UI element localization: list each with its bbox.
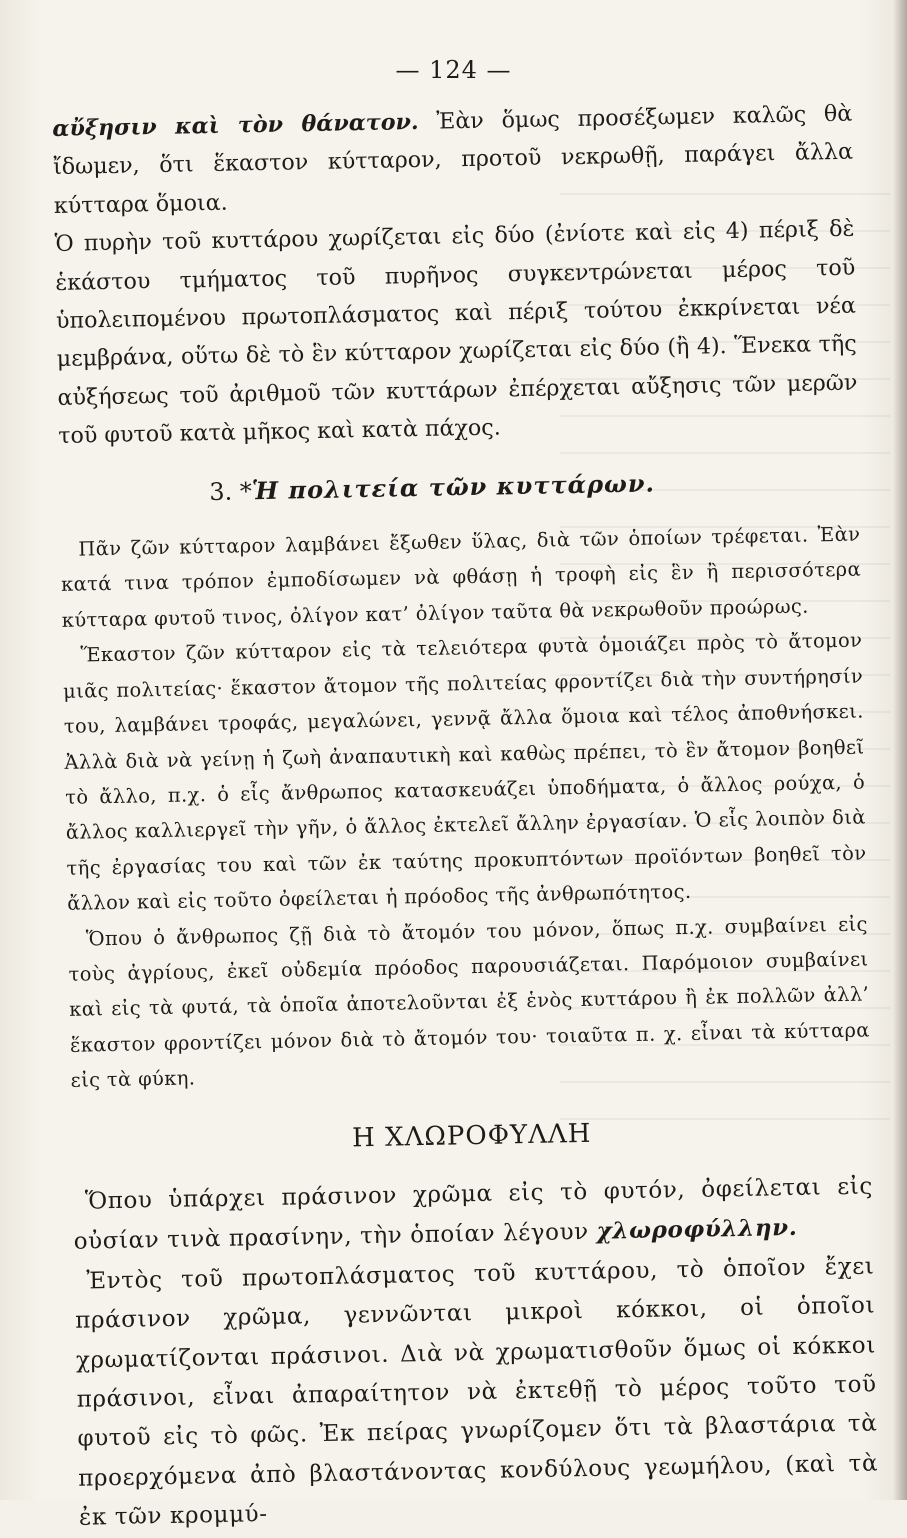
paragraph-1-lead-italic: αὔξησιν καὶ τὸν θάνατον. [52,108,419,142]
section-3-paragraph-3: Ὅπου ὁ ἄνθρωπος ζῇ διὰ τὸ ἄτομόν του μόνον, ὅπως π.χ. συμβαίνει εἰς τοὺς ἀγρίους, ἐκεῖ οὐδεμία πρόοδος παρουσιάζεται. Παρόμοιον συμβαίνει καὶ εἰς τὰ φυτά, τὰ ὁποῖα ἀποτελοῦνται ἐξ ἑνὸς κυττάρου ἢ ἐκ πολλῶν ἀλλ’ ἕκαστον φροντίζει μόνον διὰ τὸ ἄτομόν του· τοιαῦτα π. χ. εἶναι τὰ κύτταρα εἰς τὰ φύκη. [68,912,871,1092]
chapter-body [73,1167,880,1538]
chapter-paragraph-1-term: χλωροφύλλην. [596,1214,798,1246]
chapter-paragraph-1 [73,1167,874,1262]
chapter-paragraph-1-text: Ὅπου ὑπάρχει πράσινον χρῶμα εἰς τὸ φυτόν, ὀφείλεται εἰς οὐσίαν τινὰ πρασίνην, τὴν ὁποίαν λέγουν [73,1173,874,1256]
section-3-number: 3. * [209,476,253,506]
paragraph-1 [52,95,854,226]
page-text-block [52,95,879,1538]
paragraph-2: Ὁ πυρὴν τοῦ κυττάρου χωρίζεται εἰς δύο (ἐνίοτε καὶ εἰς 4) πέριξ δὲ ἑκάστου τμήματος τοῦ πυρῆνος συγκεντρώνεται μέρος τοῦ ὑπολειπομένου πρωτοπλάσματος καὶ πέριξ τούτου ἐκκρίνεται νέα μεμβράνα, οὕτω δὲ τὸ ἓν κύτταρον χωρίζεται εἰς δύο (ἢ 4). Ἕνεκα τῆς αὐξήσεως τοῦ ἀριθμοῦ τῶν κυττάρων ἐπέρχεται αὔξησις τῶν μερῶν τοῦ φυτοῦ κατὰ μῆκος καὶ κατὰ πάχος. [54,215,858,450]
paragraph-1-text: Ἐὰν ὅμως προσέξωμεν καλῶς θὰ ἴδωμεν, ὅτι ἕκαστον κύτταρον, προτοῦ νεκρωθῇ, παράγει ἄλλα κύτταρα ὅμοια. [52,100,854,219]
section-3-body [60,517,871,1099]
section-3-title: Ἡ πολιτεία τῶν κυττάρων. [251,468,656,505]
page-edge-shadow [893,0,907,1500]
chapter-title: Η ΧΛΩΡΟΦΥΛΛΗ [351,1118,592,1153]
section-3-paragraph-2: Ἕκαστον ζῶν κύτταρον εἰς τὰ τελειότερα φυτὰ ὁμοιάζει πρὸς τὸ ἄτομον μιᾶς πολιτείας· ἕκαστον ἄτομον τῆς πολιτείας φροντίζει διὰ τὴν συντήρησίν του, λαμβάνει τροφάς, μεγαλώνει, γεννᾷ ἄλλα ὅμοια καὶ τέλος ἀποθνήσκει. Ἀλλὰ διὰ νὰ γείνῃ ἡ ζωὴ ἀναπαυτικὴ καὶ καθὼς πρέπει, τὸ ἓν ἄτομον βοηθεῖ τὸ ἄλλο, π.χ. ὁ εἷς ἄνθρωπος κατασκευάζει ὑποδήματα, ὁ ἄλλος ρούχα, ὁ ἄλλος καλλιεργεῖ τὴν γῆν, ὁ ἄλλος ἐκτελεῖ ἄλλην ἐργασίαν. Ὁ εἷς λοιπὸν διὰ τῆς ἐργασίας του καὶ τῶν ἐκ ταύτης προκυπτόντων προϊόντων βοηθεῖ τὸν ἄλλον καὶ εἰς τοῦτο ὀφείλεται ἡ πρόοδος τῆς ἀνθρωπότητος. [62,628,867,915]
section-3-paragraph-1: Πᾶν ζῶν κύτταρον λαμβάνει ἔξωθεν ὕλας, διὰ τῶν ὁποίων τρέφεται. Ἐὰν κατά τινα τρόπον ἐμποδίσωμεν νὰ φθάσῃ ἡ τροφὴ εἰς ἓν ἢ περισσότερα κύτταρα φυτοῦ τινος, ὀλίγον κατ’ ὀλίγον ταῦτα θὰ νεκρωθοῦν προώρως. [60,522,862,632]
section-3-heading [209,460,860,511]
chapter-paragraph-2: Ἐντὸς τοῦ πρωτοπλάσματος τοῦ κυττάρου, τὸ ὁποῖον ἔχει πράσινον χρῶμα, γεννῶνται μικροὶ κόκκοι, οἱ ὁποῖοι χρωματίζονται πράσινοι. Διὰ νὰ χρωματισθοῦν ὅμως οἱ κόκκοι πράσινοι, εἶναι ἀπαραίτητον νὰ ἐκτεθῇ τὸ μέρος τοῦτο τοῦ φυτοῦ εἰς τὸ φῶς. Ἐκ πείρας γνωρίζομεν ὅτι τὰ βλαστάρια τὰ προερχόμενα ἀπὸ βλαστάνοντας κονδύλους γεωμήλου, (καὶ τὰ ἐκ τῶν κρομμύ- [75,1253,879,1531]
page-number: — 124 — [395,56,512,84]
